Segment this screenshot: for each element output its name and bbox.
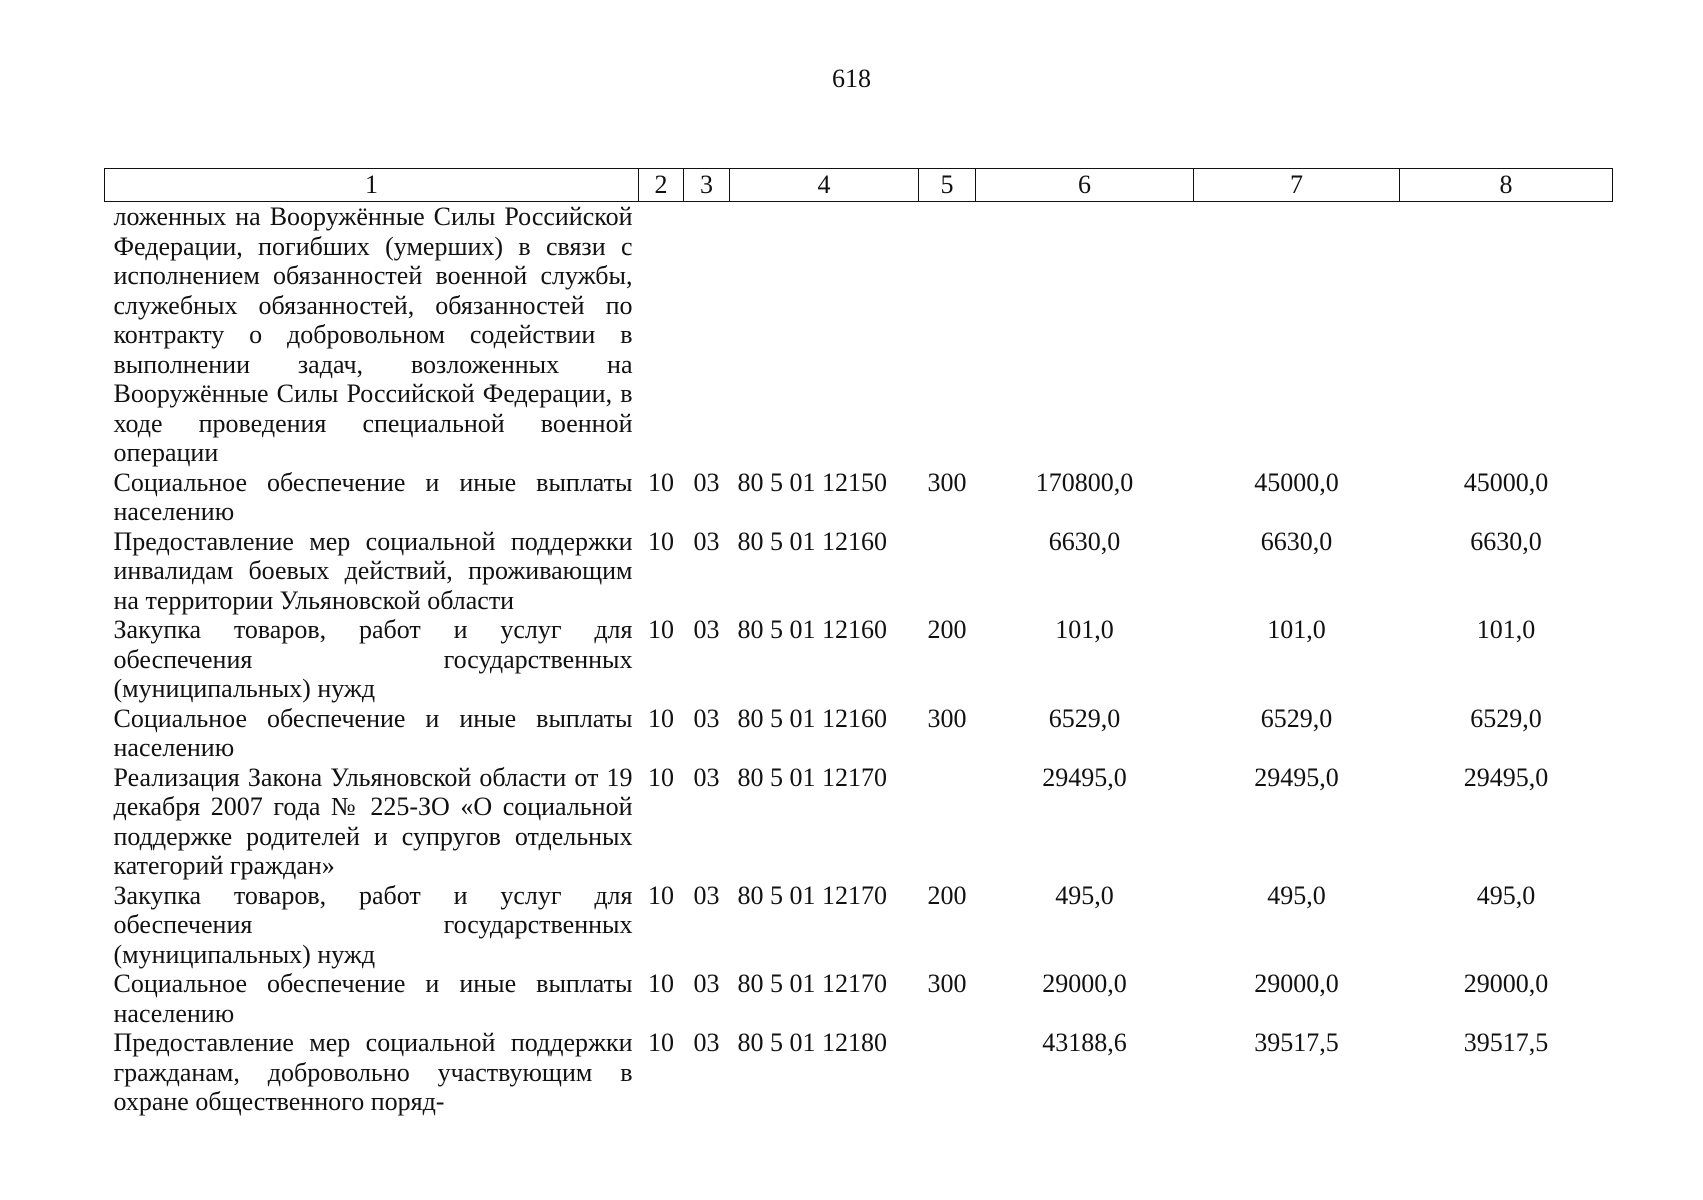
- row-amount-col6: [976, 202, 1194, 468]
- row-target-code: 80 5 01 12170: [737, 880, 887, 910]
- row-subsection: 03: [693, 762, 720, 792]
- row-amount-col7: 45000,0: [1254, 467, 1339, 497]
- row-target-code: 80 5 01 12150: [737, 467, 887, 497]
- row-target-code: 80 5 01 12170: [737, 762, 887, 792]
- table-row: [105, 527, 1613, 616]
- row-target-code: 80 5 01 12160: [737, 615, 887, 644]
- row-amount-col8: 6630,0: [1470, 526, 1542, 556]
- row-description: Социальное обеспечение и иные выплаты населению: [113, 969, 633, 1028]
- row-amount-col8: 39517,5: [1463, 1028, 1549, 1057]
- table-row: [105, 704, 1613, 763]
- row-amount-col6: 495,0: [1055, 880, 1114, 910]
- row-subsection: 03: [693, 969, 720, 998]
- row-amount-col7: 495,0: [1267, 880, 1326, 910]
- row-expense-type: 200: [927, 880, 967, 910]
- row-target-code: [730, 202, 919, 468]
- row-amount-col6: 170800,0: [1035, 467, 1134, 497]
- page-number: 618: [832, 64, 871, 93]
- row-section: 10: [648, 615, 674, 644]
- row-description: Закупка товаров, работ и услуг для обеспечения государственных (муниципальных) нужд: [113, 615, 633, 703]
- row-subsection: 03: [693, 467, 720, 497]
- row-expense-type: 300: [927, 703, 967, 733]
- table-row: [105, 468, 1613, 527]
- row-amount-col6: 6529,0: [1048, 703, 1121, 733]
- row-section: 10: [648, 762, 674, 792]
- table-row: [105, 881, 1613, 970]
- row-target-code: 80 5 01 12160: [737, 526, 887, 556]
- row-description: ложенных на Вооружённые Силы Российской Федерации, погибших (умерших) в связи с исполнением обязанностей военной службы, служебных обязанностей, обязанностей по контракту о добровольном содействии в выполнении задач, возложенных на Вооружённые Силы Российской Федерации, в ходе проведения специальной военной операции: [113, 202, 633, 467]
- row-amount-col7: 101,0: [1267, 615, 1326, 644]
- row-amount-col8: 6529,0: [1470, 703, 1542, 733]
- row-amount-col7: 39517,5: [1254, 1028, 1339, 1057]
- row-description: Социальное обеспечение и иные выплаты населению: [113, 703, 633, 762]
- row-amount-col8: 29495,0: [1463, 762, 1549, 792]
- row-expense-type: 200: [927, 615, 967, 644]
- row-target-code: 80 5 01 12170: [737, 969, 887, 998]
- row-section: [639, 202, 684, 468]
- row-expense-type: [919, 527, 976, 616]
- row-expense-type: [919, 763, 976, 881]
- row-amount-col6: 29000,0: [1042, 969, 1127, 998]
- row-amount-col8: 495,0: [1476, 880, 1536, 910]
- row-section: 10: [648, 1028, 674, 1057]
- row-expense-type: 300: [927, 969, 967, 998]
- row-target-code: 80 5 01 12180: [737, 1028, 887, 1057]
- row-subsection: 03: [693, 526, 720, 556]
- table-row: [105, 763, 1613, 881]
- row-amount-col7: [1194, 202, 1400, 468]
- row-amount-col6: 29495,0: [1042, 762, 1127, 792]
- table-row: [105, 202, 1613, 468]
- header-col-1: 1: [105, 169, 639, 202]
- row-subsection: 03: [693, 1028, 720, 1057]
- row-subsection: 03: [693, 703, 720, 733]
- row-subsection: 03: [693, 615, 720, 644]
- row-amount-col6: 6630,0: [1048, 526, 1121, 556]
- row-amount-col8: 29000,0: [1463, 969, 1549, 998]
- header-col-2: 2: [639, 169, 684, 202]
- row-section: 10: [648, 526, 674, 556]
- table-header-row: [105, 169, 1613, 202]
- row-amount-col6: 43188,6: [1042, 1028, 1127, 1057]
- row-section: 10: [648, 703, 674, 733]
- row-amount-col7: 6529,0: [1260, 703, 1333, 733]
- row-description: Предоставление мер социальной поддержки гражданам, добровольно участвующим в охране общественного поряд-: [113, 1028, 633, 1116]
- row-target-code: 80 5 01 12160: [737, 703, 887, 733]
- table-row: [105, 969, 1613, 1028]
- row-description: Социальное обеспечение и иные выплаты населению: [113, 467, 633, 526]
- row-section: 10: [648, 467, 674, 497]
- row-expense-type: 300: [927, 467, 967, 497]
- row-description: Реализация Закона Ульяновской области от 19 декабря 2007 года № 225-ЗО «О социальной поддержке родителей и супругов отдельных категорий граждан»: [113, 762, 633, 880]
- row-amount-col6: 101,0: [1055, 615, 1114, 644]
- row-section: 10: [648, 969, 674, 998]
- table-row: [105, 1028, 1613, 1117]
- header-col-7: 7: [1194, 169, 1400, 202]
- header-col-4: 4: [730, 169, 919, 202]
- header-col-5: 5: [919, 169, 976, 202]
- budget-table: [104, 168, 1613, 1117]
- row-expense-type: [919, 1028, 976, 1117]
- row-amount-col7: 6630,0: [1260, 526, 1333, 556]
- row-amount-col7: 29495,0: [1254, 762, 1339, 792]
- row-expense-type: [919, 202, 976, 468]
- row-amount-col8: 101,0: [1476, 615, 1536, 644]
- row-description: Закупка товаров, работ и услуг для обеспечения государственных (муниципальных) нужд: [113, 880, 633, 969]
- row-subsection: 03: [693, 880, 720, 910]
- row-section: 10: [648, 880, 674, 910]
- row-amount-col8: 45000,0: [1463, 467, 1549, 497]
- row-amount-col8: [1400, 202, 1613, 468]
- header-col-8: 8: [1400, 169, 1613, 202]
- header-col-6: 6: [976, 169, 1194, 202]
- row-amount-col7: 29000,0: [1254, 969, 1339, 998]
- table-row: [105, 615, 1613, 704]
- header-col-3: 3: [684, 169, 730, 202]
- row-description: Предоставление мер социальной поддержки инвалидам боевых действий, проживающим на территории Ульяновской области: [113, 526, 633, 615]
- row-subsection: [684, 202, 730, 468]
